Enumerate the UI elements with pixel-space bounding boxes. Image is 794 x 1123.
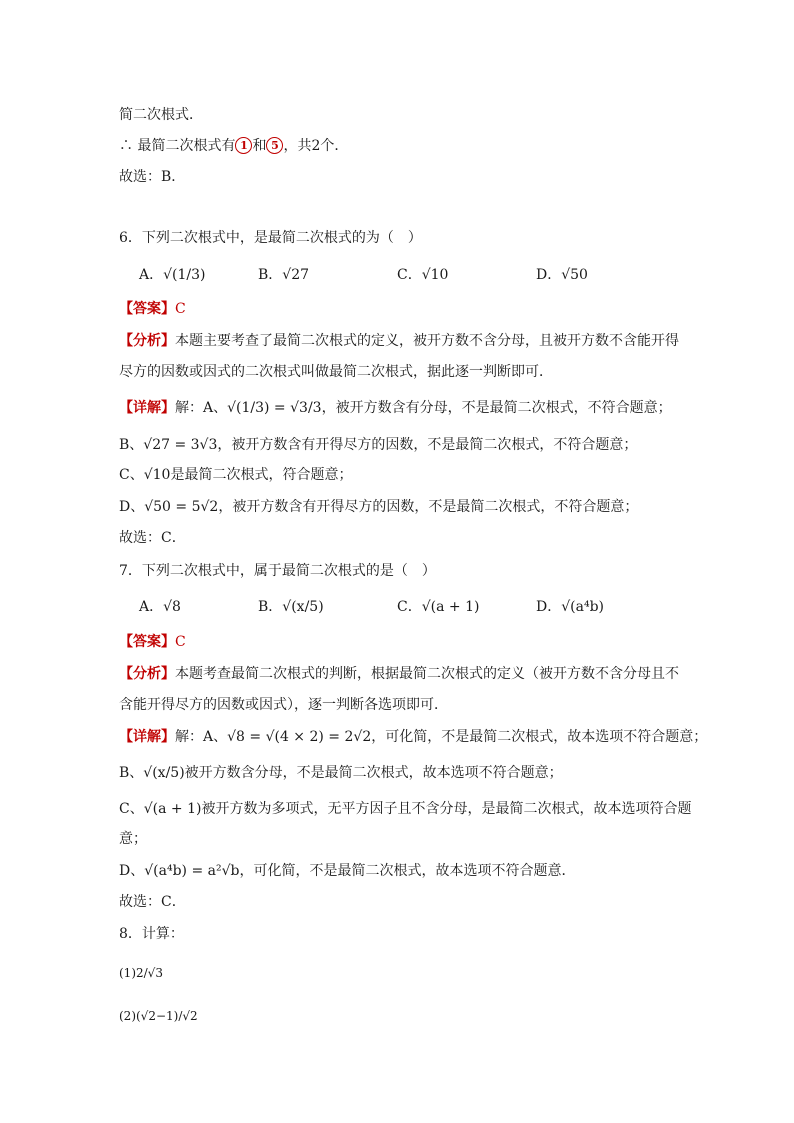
text-line: C、√10是最简二次根式，符合题意； [119,467,353,483]
text-line: 故选：C． [119,530,186,546]
text-fragment: 和 [252,138,267,154]
text-fragment: ，共2个． [283,138,349,154]
question-8: 8．计算： [119,926,184,942]
sub-question: (2)(√2−1)/√2 [119,1009,198,1023]
option-a: A．√8 [139,599,181,615]
circled-number: 1 [235,137,252,154]
detail-label: 【详解】 [119,729,175,745]
question-7: 7．下列二次根式中，属于最简二次根式的是（ ） [119,563,436,579]
detail-label: 【详解】 [119,400,175,416]
option-d: D．√(a⁴b) [536,599,604,615]
text-fragment: ∴ 最简二次根式有 [119,138,236,154]
detail-text: 解：A、√(1/3) = √3/3，被开方数含有分母，不是最简二次根式，不符合题意； [175,400,672,416]
option-c: C．√(a + 1) [397,599,480,615]
question-6: 6．下列二次根式中，是最简二次根式的为（ ） [119,230,422,246]
detail-line [119,727,707,747]
analysis-text: 本题考查最简二次根式的判断，根据最简二次根式的定义（被开方数不含分母且不 [175,666,679,682]
answer-line [119,299,186,319]
option-c: C．√10 [397,267,449,283]
answer-value: C [175,634,186,650]
text-line: 故选：B． [119,169,186,185]
text-line [119,136,348,156]
text-line: 含能开得尽方的因数或因式），逐一判断各选项即可． [119,697,448,713]
analysis-label: 【分析】 [119,333,175,349]
text-line: C、√(a + 1)被开方数为多项式，无平方因子且不含分母，是最简二次根式，故本选项符合题 [119,801,692,817]
analysis-label: 【分析】 [119,666,175,682]
text-line: 尽方的因数或因式的二次根式叫做最简二次根式，据此逐一判断即可． [119,364,553,380]
answer-label: 【答案】 [119,301,175,317]
analysis-text: 本题主要考查了最简二次根式的定义，被开方数不含分母，且被开方数不含能开得 [175,333,679,349]
option-b: B．√(x/5) [258,599,324,615]
text-line: B、√(x/5)被开方数含分母，不是最简二次根式，故本选项不符合题意； [119,765,563,781]
answer-label: 【答案】 [119,634,175,650]
option-b: B．√27 [258,267,310,283]
text-line: D、√(a⁴b) = a²√b，可化简，不是最简二次根式，故本选项不符合题意． [119,863,576,879]
sub-question: (1)2/√3 [119,966,163,980]
analysis-line [119,331,679,351]
analysis-line [119,664,679,684]
text-line: 意； [119,831,147,847]
detail-line [119,398,672,418]
option-a: A．√(1/3) [139,267,206,283]
text-line: 简二次根式． [119,107,203,123]
option-d: D．√50 [536,267,588,283]
answer-value: C [175,301,186,317]
text-line: D、√50 = 5√2，被开方数含有开得尽方的因数，不是最简二次根式，不符合题意； [119,499,639,515]
text-line: 故选：C． [119,894,186,910]
text-line: B、√27 = 3√3，被开方数含有开得尽方的因数，不是最简二次根式，不符合题意； [119,437,638,453]
detail-text: 解：A、√8 = √(4 × 2) = 2√2，可化简，不是最简二次根式，故本选项不符合题意； [175,729,708,745]
answer-line [119,632,186,652]
circled-number: 5 [266,137,283,154]
